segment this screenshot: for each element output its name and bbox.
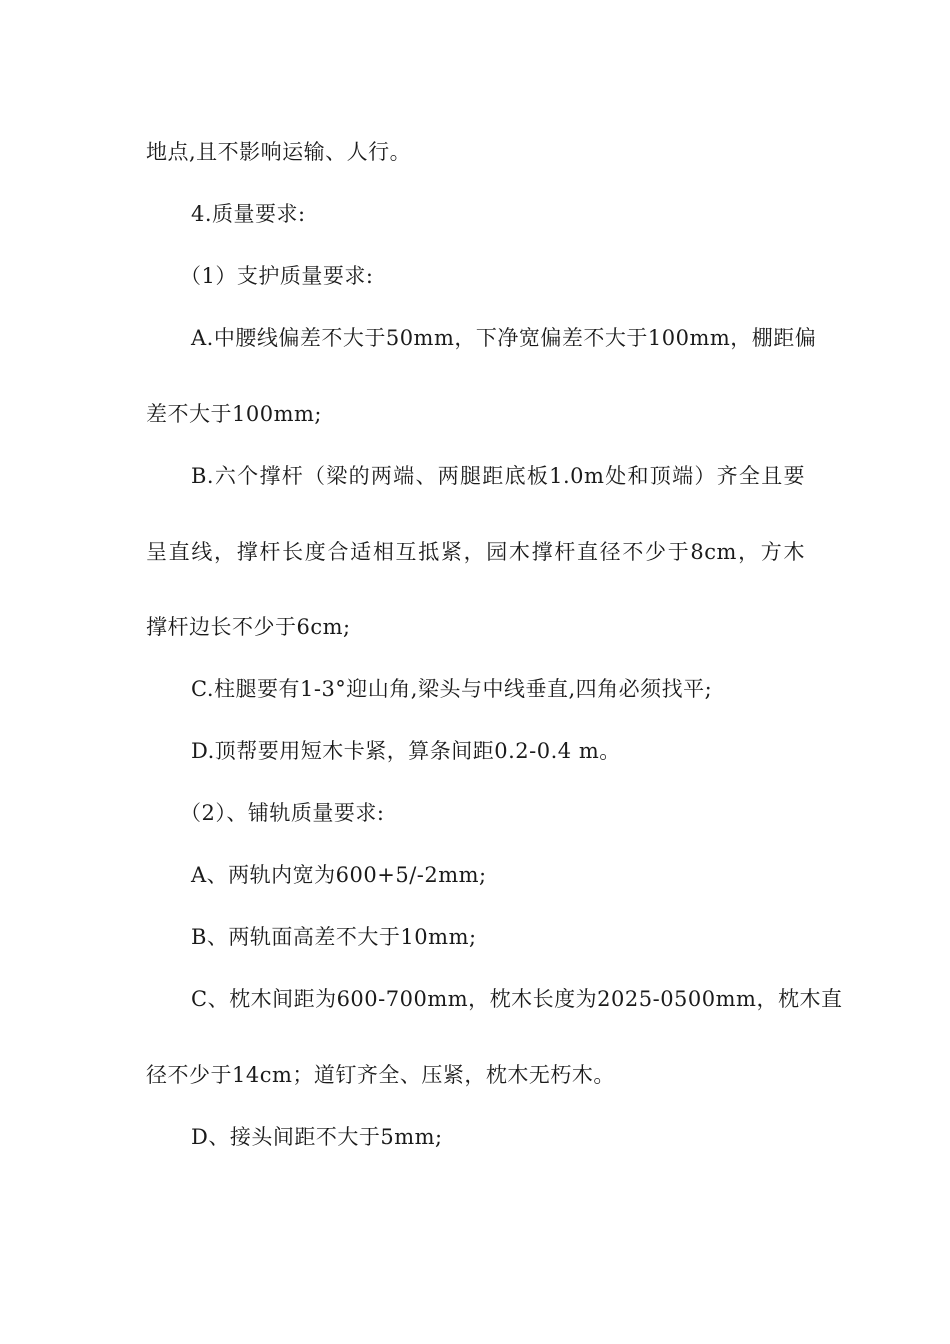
paragraph-b-line-2: 呈直线，撑杆长度合适相互抵紧，园木撑杆直径不少于8cm，方木 [146, 540, 805, 564]
paragraph-b-line-1: B.六个撑杆（梁的两端、两腿距底板1.0m处和顶端）齐全且要 [191, 464, 805, 488]
section-heading-quality: 4.质量要求: [191, 202, 306, 226]
subsection-heading-support: （1）支护质量要求: [180, 264, 374, 288]
track-item-d: D、接头间距不大于5mm; [191, 1125, 443, 1149]
track-item-b: B、两轨面高差不大于10mm; [191, 925, 477, 949]
paragraph-a-line-1: A.中腰线偏差不大于50mm，下净宽偏差不大于100mm，棚距偏 [191, 326, 817, 350]
paragraph-a-line-2: 差不大于100mm; [146, 402, 322, 426]
subsection-heading-track: （2）、铺轨质量要求: [180, 801, 385, 825]
track-item-a: A、两轨内宽为600+5/-2mm; [191, 863, 487, 887]
paragraph-b-line-3: 撑杆边长不少于6cm; [146, 615, 351, 639]
paragraph-c: C.柱腿要有1-3°迎山角,梁头与中线垂直,四角必须找平; [191, 677, 713, 701]
track-item-c-line-2: 径不少于14cm；道钉齐全、压紧，枕木无朽木。 [146, 1063, 615, 1087]
text-line-1: 地点,且不影响运输、人行。 [146, 140, 412, 164]
paragraph-d: D.顶帮要用短木卡紧，算条间距0.2-0.4 m。 [191, 739, 621, 763]
track-item-c-line-1: C、枕木间距为600-700mm，枕木长度为2025-0500mm，枕木直 [191, 987, 843, 1011]
